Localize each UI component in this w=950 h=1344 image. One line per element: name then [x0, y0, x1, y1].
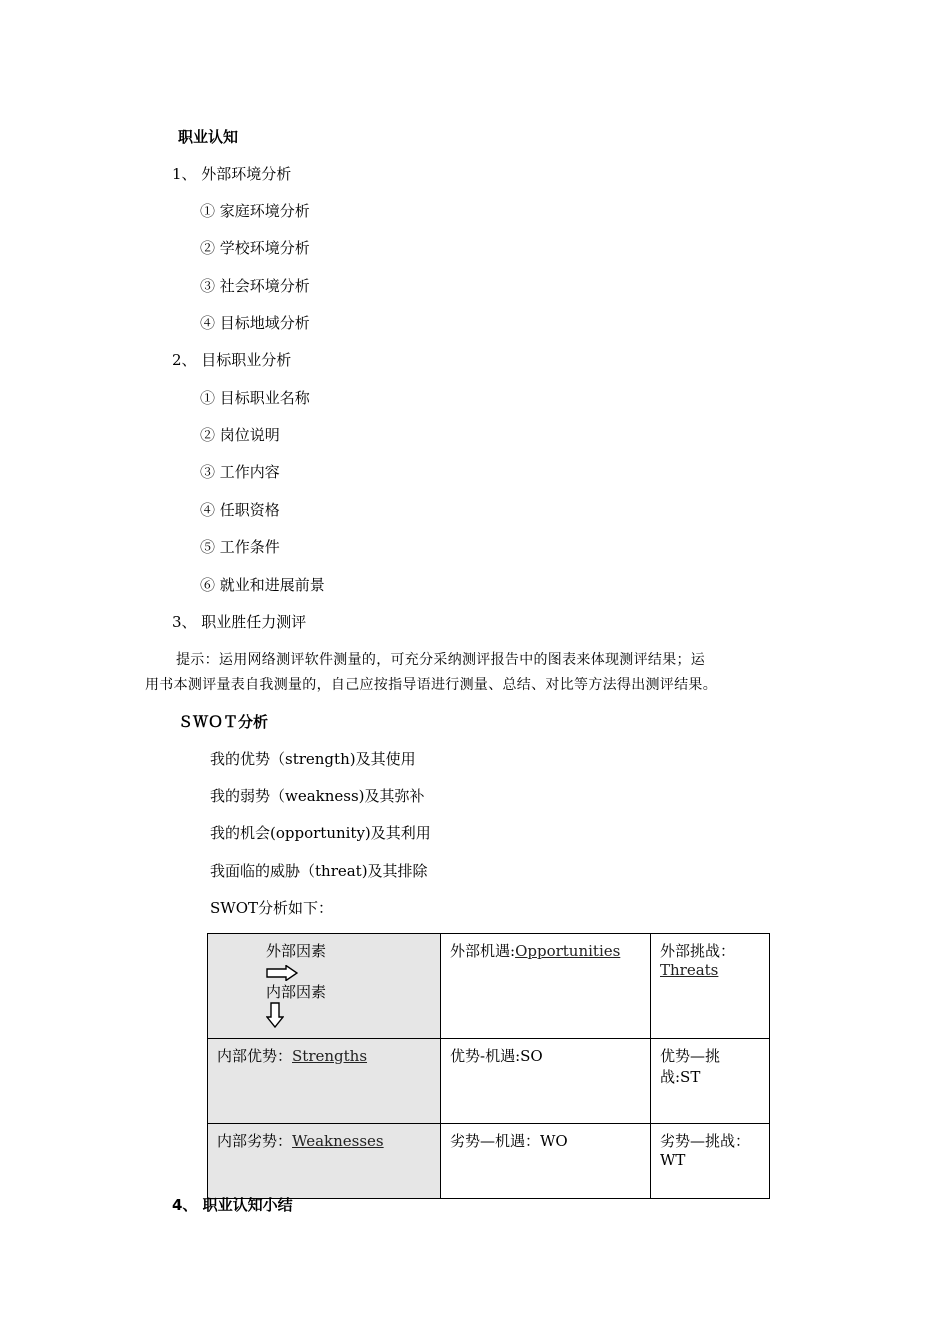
- opportunities-prefix: 外部机遇:: [450, 942, 516, 960]
- swot-intro: SWOT分析如下：: [210, 899, 333, 917]
- down-arrow-icon: [266, 1002, 284, 1028]
- section-title-external-analysis: 1、 外部环境分析: [172, 165, 292, 183]
- threats-header-cell: [651, 934, 770, 1039]
- list-item: ⑤ 工作条件: [200, 538, 280, 556]
- table-row: [208, 1124, 770, 1199]
- so-cell: 优势-机遇:SO: [441, 1039, 651, 1124]
- list-item: ③ 社会环境分析: [200, 277, 310, 295]
- opportunities-header-cell: [441, 934, 651, 1039]
- list-item: ① 家庭环境分析: [200, 202, 310, 220]
- threats-link[interactable]: Threats: [660, 961, 719, 979]
- swot-corner-cell: [208, 934, 441, 1039]
- section-title-target-career: 2、 目标职业分析: [172, 351, 292, 369]
- strengths-header-cell: [208, 1039, 441, 1124]
- threats-prefix: 外部挑战：: [660, 942, 736, 960]
- swot-item: 我的优势（strength)及其使用: [210, 750, 416, 768]
- opportunities-link[interactable]: Opportunities: [515, 942, 621, 960]
- external-factor-label: 外部因素: [266, 942, 327, 960]
- st-cell: 优势—挑战:ST: [651, 1039, 770, 1124]
- wo-cell: 劣势—机遇：WO: [441, 1124, 651, 1199]
- section-title-summary: 4、 职业认知小结: [172, 1196, 293, 1214]
- section-title-competency: 3、 职业胜任力测评: [172, 613, 307, 631]
- swot-table: [207, 933, 770, 1199]
- strengths-prefix: 内部优势：: [217, 1047, 293, 1065]
- list-item: ① 目标职业名称: [200, 389, 310, 407]
- strengths-link[interactable]: Strengths: [292, 1047, 368, 1065]
- swot-item: 我的弱势（weakness)及其弥补: [210, 787, 425, 805]
- list-item: ④ 任职资格: [200, 501, 280, 519]
- hint-text-line1: 提示：运用网络测评软件测量的，可充分采纳测评报告中的图表来体现测评结果；运: [176, 652, 706, 668]
- list-item: ⑥ 就业和进展前景: [200, 576, 325, 594]
- right-arrow-icon: [266, 965, 298, 981]
- swot-item: 我的机会(opportunity)及其利用: [210, 824, 431, 842]
- list-item: ② 岗位说明: [200, 426, 280, 444]
- table-row: [208, 934, 770, 1039]
- page-heading: 职业认知: [178, 128, 239, 146]
- weaknesses-link[interactable]: Weaknesses: [292, 1132, 384, 1150]
- wt-cell: 劣势—挑战：WT: [651, 1124, 770, 1199]
- list-item: ④ 目标地域分析: [200, 314, 310, 332]
- internal-factor-label: 内部因素: [266, 983, 327, 1001]
- swot-heading: ＳＷＯＴ分析: [178, 713, 269, 731]
- table-row: [208, 1039, 770, 1124]
- weaknesses-header-cell: [208, 1124, 441, 1199]
- list-item: ③ 工作内容: [200, 463, 280, 481]
- hint-text-line2: 用书本测评量表自我测量的，自己应按指导语进行测量、总结、对比等方法得出测评结果。: [145, 677, 717, 693]
- swot-item: 我面临的威胁（threat)及其排除: [210, 862, 428, 880]
- list-item: ② 学校环境分析: [200, 239, 310, 257]
- weaknesses-prefix: 内部劣势：: [217, 1132, 293, 1150]
